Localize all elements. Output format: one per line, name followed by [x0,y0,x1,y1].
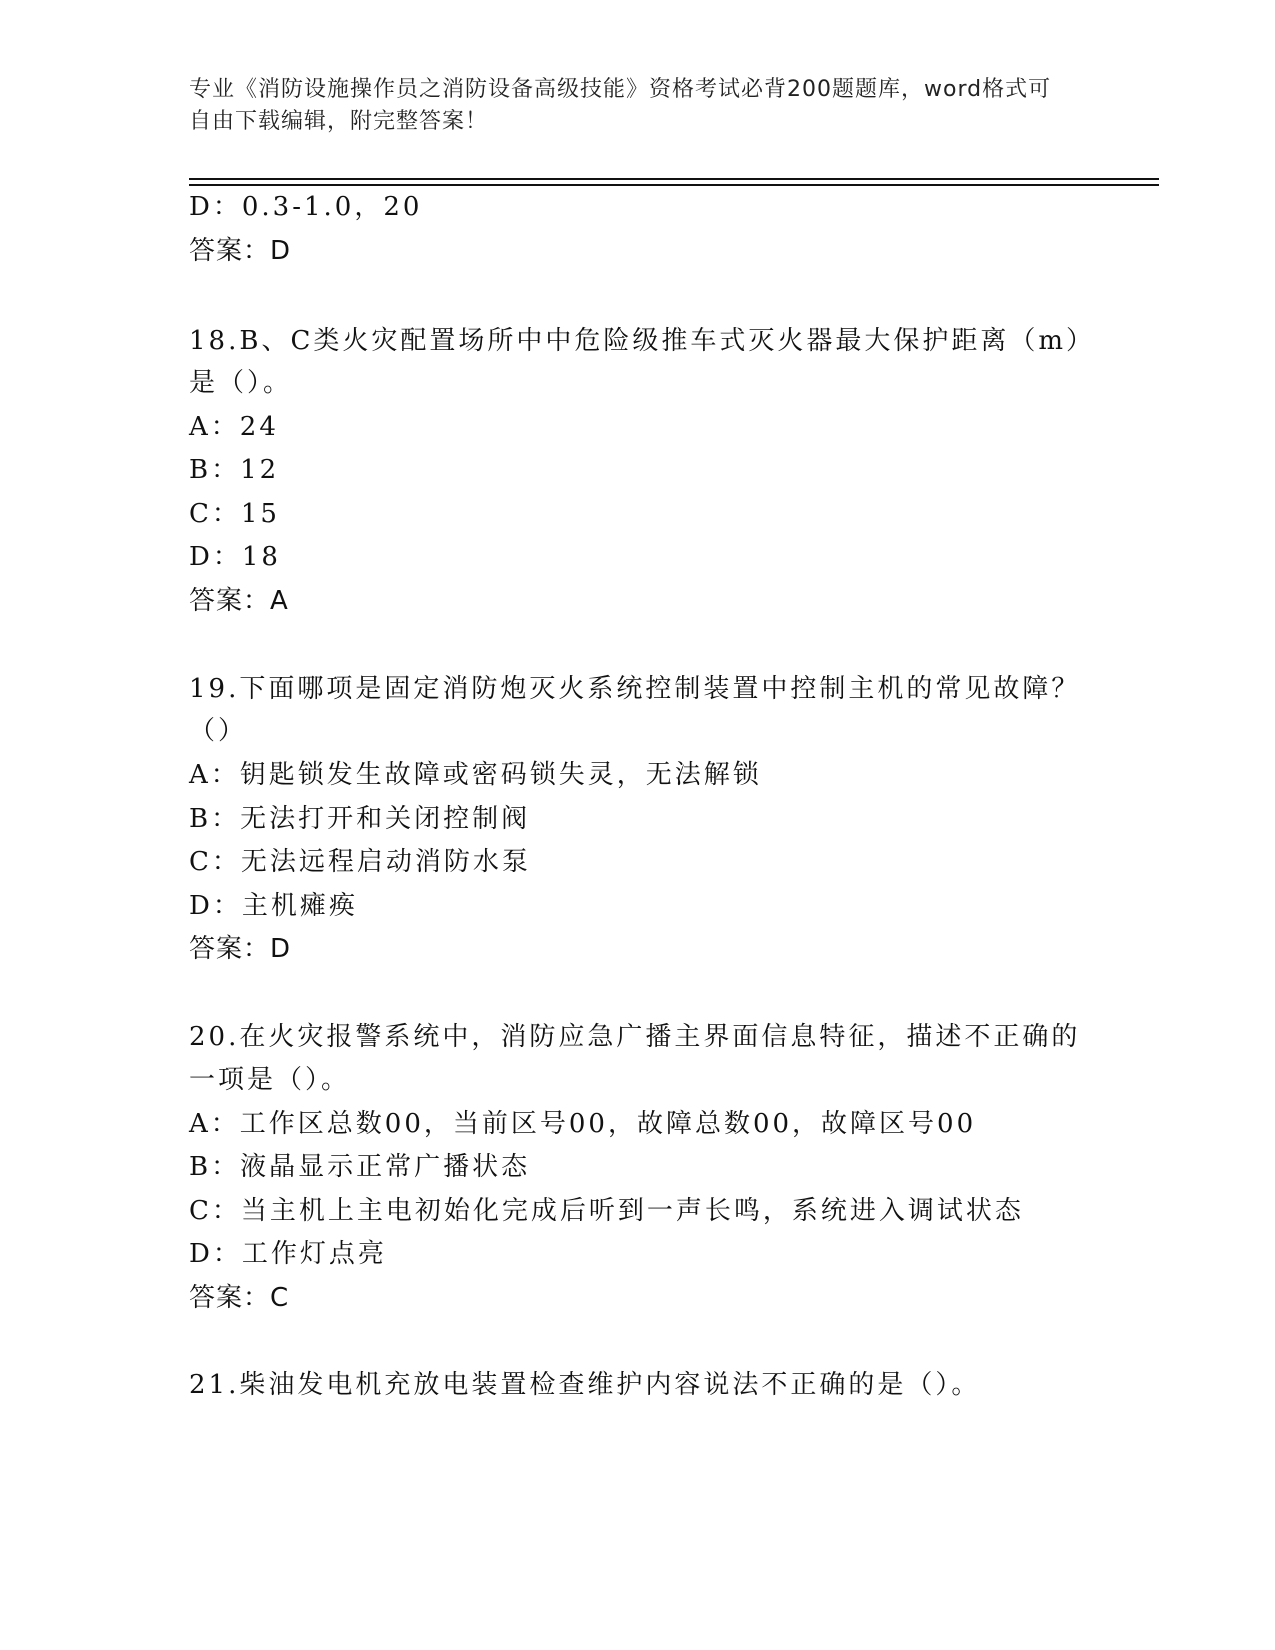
question-19-stem-cont: （） [189,716,248,746]
question-21-stem: 21.柴油发电机充放电装置检查维护内容说法不正确的是（）。 [189,1370,981,1400]
question-18-stem-cont: 是（）。 [189,368,293,398]
header-divider-top [189,178,1159,180]
question-19-option-b: B：无法打开和关闭控制阀 [189,804,531,834]
answer-q17: 答案：D [189,236,292,266]
question-20-option-c: C：当主机上主电初始化完成后听到一声长鸣，系统进入调试状态 [189,1196,1024,1226]
question-19-stem: 19.下面哪项是固定消防炮灭火系统控制装置中控制主机的常见故障？ [189,674,1081,704]
answer-q18: 答案：A [189,586,289,616]
question-20-stem-cont: 一项是（）。 [189,1065,351,1095]
question-19-option-c: C：无法远程启动消防水泵 [189,847,531,877]
question-19-option-a: A：钥匙锁发生故障或密码锁失灵，无法解锁 [189,760,762,790]
question-18-option-a: A：24 [189,412,279,442]
answer-q20: 答案：C [189,1283,290,1313]
question-19-option-d: D：主机瘫痪 [189,891,358,921]
question-20-option-b: B：液晶显示正常广播状态 [189,1152,531,1182]
question-18-option-d: D：18 [189,542,281,572]
option-d-q17: D：0.3-1.0，20 [189,192,423,222]
question-18-stem: 18.B、C类火灾配置场所中中危险级推车式灭火器最大保护距离（m） [189,326,1096,356]
question-20-option-a: A：工作区总数00，当前区号00，故障总数00，故障区号00 [189,1109,977,1139]
question-20-stem: 20.在火灾报警系统中，消防应急广播主界面信息特征，描述不正确的 [189,1022,1081,1052]
header-divider-bottom [189,184,1159,186]
question-18-option-b: B：12 [189,455,280,485]
document-header: 专业《消防设施操作员之消防设备高级技能》资格考试必背200题题库，word格式可自由下载编辑，附完整答案！ [189,77,1052,134]
question-20-option-d: D：工作灯点亮 [189,1239,387,1269]
question-18-option-c: C：15 [189,499,280,529]
answer-q19: 答案：D [189,934,292,964]
